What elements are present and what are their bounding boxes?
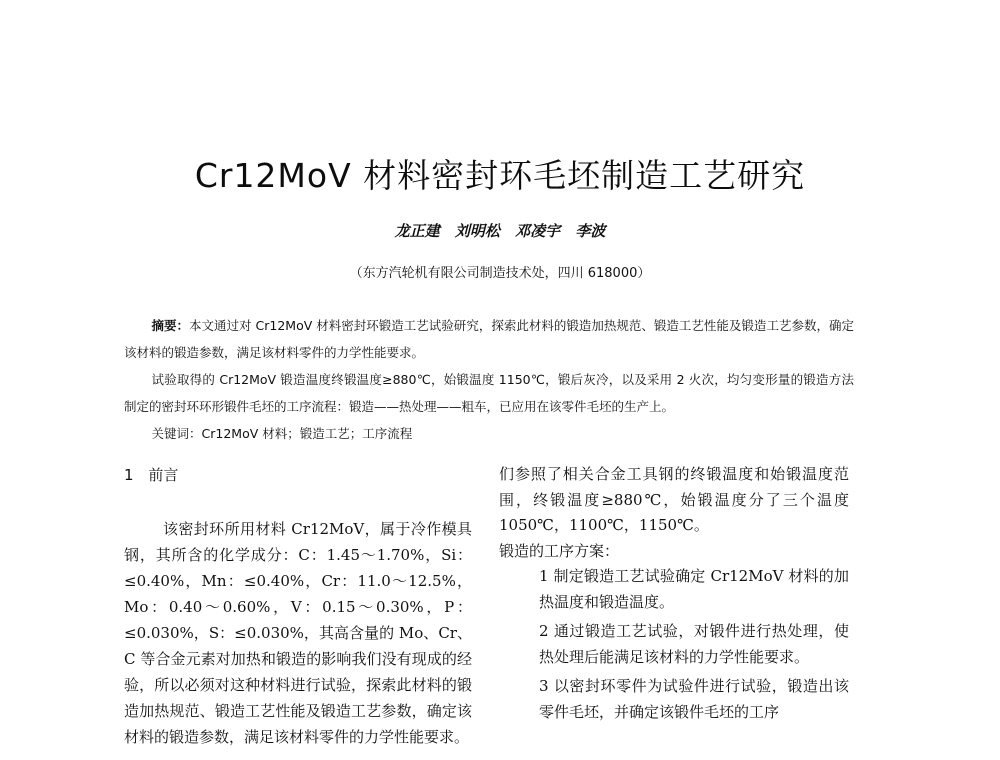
scheme-step-3: 3 以密封环零件为试验件进行试验，锻造出该零件毛坯，并确定该锻件毛坯的工序 <box>539 677 849 721</box>
abstract-text: 本文通过对 Cr12MoV 材料密封环锻造工艺试验研究，探索此材料的锻造加热规范、锻造工艺性能及锻造工艺参数，确定该材料的锻造参数，满足该材料零件的力学性能要求。 <box>124 318 854 360</box>
left-column <box>124 462 472 750</box>
keywords-text: Cr12MoV 材料；锻造工艺；工序流程 <box>201 426 413 441</box>
scheme-title: 锻造的工序方案： <box>499 541 620 560</box>
paper-title: Cr12MoV 材料密封环毛坯制造工艺研究 <box>194 156 806 195</box>
section-heading <box>124 462 472 488</box>
section-number: 1 <box>124 466 134 484</box>
author-list: 龙正建 刘明松 邓凌宇 李波 <box>394 222 606 240</box>
section-title: 前言 <box>148 466 179 484</box>
abstract-paragraph <box>124 312 854 366</box>
body-paragraph-continued: 们参照了相关合金工具钢的终锻温度和始锻温度范围，终锻温度≥880℃，始锻温度分了三个温度 1050℃，1100℃，1150℃。 <box>499 465 849 534</box>
keywords-label: 关键词： <box>151 426 202 441</box>
abstract-paragraph-2: 试验取得的 Cr12MoV 锻造温度终锻温度≥880℃，始锻温度 1150℃，锻后灰冷，以及采用 2 火次，均匀变形量的锻造方法制定的密封环环形锻件毛坯的工序流程：锻造——热处理——粗车，已应用在该零件毛坯的生产上。 <box>124 372 854 414</box>
abstract-block <box>124 312 854 447</box>
body-paragraph: 该密封环所用材料 Cr12MoV，属于冷作模具钢，其所含的化学成分：C：1.45～1.70%，Si：≤0.40%，Mn：≤0.40%，Cr：11.0～12.5%，Mo：0.40～0.60%，V：0.15～0.30%，P：≤0.030%，S：≤0.030%，其高含量的 Mo、Cr、C 等合金元素对加热和锻造的影响我们没有现成的经验，所以必须对这种材料进行试验，探索此材料的锻造加热规范、锻造工艺性能及锻造工艺参数，确定该材料的锻造参数，满足该材料零件的力学性能要求。 <box>124 520 472 746</box>
scheme-step-1: 1 制定锻造工艺试验确定 Cr12MoV 材料的加热温度和锻造温度。 <box>539 567 849 611</box>
scheme-step-2: 2 通过锻造工艺试验，对锻件进行热处理，使热处理后能满足该材料的力学性能要求。 <box>539 622 849 666</box>
abstract-label: 摘要： <box>151 318 190 333</box>
right-column <box>499 462 849 729</box>
keywords-paragraph <box>124 420 854 447</box>
author-affiliation: （东方汽轮机有限公司制造技术处，四川 618000） <box>349 266 651 281</box>
